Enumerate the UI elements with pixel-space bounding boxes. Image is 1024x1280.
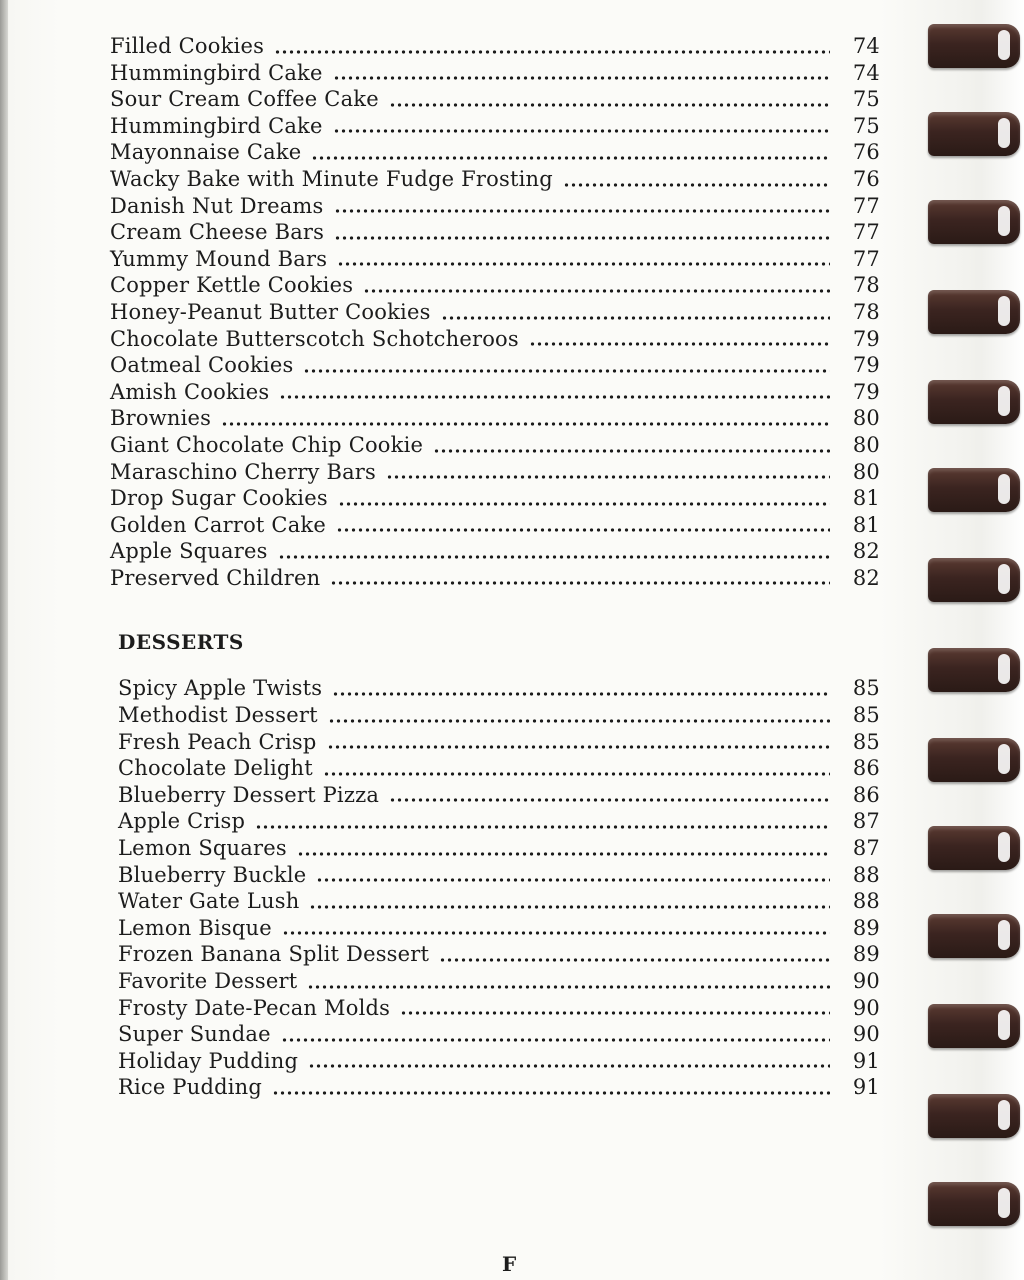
toc-entry (110, 140, 880, 167)
dot-leader (297, 851, 830, 857)
dot-leader (433, 448, 830, 454)
entry-title: Methodist Dessert (118, 703, 318, 728)
entry-page-number: 75 (852, 87, 880, 112)
entry-page-number: 77 (852, 246, 880, 271)
entry-title: Lemon Bisque (118, 915, 272, 940)
entry-title: Lemon Squares (118, 836, 287, 861)
entry-title: Spicy Apple Twists (118, 676, 323, 701)
dot-leader (255, 824, 830, 830)
desserts-entry-list (110, 676, 880, 1102)
dot-leader (272, 1090, 830, 1096)
dot-leader (281, 1037, 830, 1043)
toc-entry (110, 513, 880, 540)
entry-title: Yummy Mound Bars (110, 246, 328, 271)
dot-leader (389, 797, 830, 803)
binding-ring (928, 112, 1020, 156)
toc-entry (118, 1075, 880, 1102)
entry-title: Frosty Date-Pecan Molds (118, 995, 391, 1020)
entry-title: Filled Cookies (110, 34, 265, 58)
entry-title: Sour Cream Coffee Cake (110, 87, 379, 112)
entry-title: Favorite Dessert (118, 969, 298, 993)
dot-leader (311, 155, 830, 161)
dot-leader (363, 288, 830, 294)
toc-entry (110, 566, 880, 593)
toc-entry (110, 433, 880, 460)
entry-page-number: 82 (852, 539, 880, 564)
entry-page-number: 88 (852, 889, 880, 914)
dot-leader (279, 394, 830, 400)
dot-leader (441, 315, 830, 321)
dot-leader (221, 421, 830, 427)
entry-title: Drop Sugar Cookies (110, 486, 328, 511)
entry-title: Danish Nut Dreams (110, 193, 324, 218)
toc-entry (110, 380, 880, 407)
dot-leader (307, 984, 830, 990)
entry-page-number: 90 (852, 995, 880, 1020)
toc-entry (118, 703, 880, 730)
entry-page-number: 89 (852, 915, 880, 940)
dot-leader (337, 261, 830, 267)
entry-page-number: 90 (852, 969, 880, 993)
entry-page-number: 74 (852, 34, 880, 58)
entry-page-number: 81 (852, 486, 880, 511)
dot-leader (330, 580, 830, 586)
entry-page-number: 86 (852, 756, 880, 781)
dot-leader (323, 771, 830, 777)
toc-entry (110, 327, 880, 354)
entry-title: Hummingbird Cake (110, 60, 323, 85)
entry-page-number: 87 (852, 836, 880, 861)
toc-entry (118, 809, 880, 836)
desserts-heading: DESSERTS (118, 630, 244, 655)
entry-page-number: 88 (852, 862, 880, 887)
entry-title: Rice Pudding (118, 1075, 263, 1100)
entry-page-number: 91 (852, 1075, 880, 1100)
table-of-contents (110, 34, 880, 1102)
binding-ring (928, 1094, 1020, 1138)
dot-leader (439, 957, 830, 963)
toc-entry (118, 863, 880, 890)
dot-leader (309, 904, 830, 910)
dot-leader (303, 368, 830, 374)
entry-page-number: 75 (852, 113, 880, 138)
entry-title: Copper Kettle Cookies (110, 273, 354, 298)
dot-leader (332, 691, 830, 697)
binding-ring (928, 826, 1020, 870)
entry-page-number: 85 (852, 676, 880, 701)
dot-leader (336, 527, 830, 533)
entry-title: Amish Cookies (110, 379, 270, 404)
entry-title: Apple Squares (110, 539, 268, 564)
binding-ring (928, 200, 1020, 244)
dot-leader (328, 718, 830, 724)
page-footer-letter: F (502, 1252, 517, 1276)
dot-leader (389, 102, 830, 108)
binding-spine (982, 0, 1024, 1280)
entry-title: Giant Chocolate Chip Cookie (110, 432, 424, 457)
dot-leader (386, 474, 830, 480)
entry-page-number: 80 (852, 406, 880, 431)
entry-page-number: 80 (852, 432, 880, 457)
cookies-entry-list (110, 34, 880, 592)
entry-title: Preserved Children (110, 565, 321, 590)
toc-entry (110, 61, 880, 88)
entry-page-number: 79 (852, 353, 880, 378)
entry-title: Fresh Peach Crisp (118, 729, 317, 754)
dot-leader (334, 208, 830, 214)
toc-entry (110, 300, 880, 327)
toc-entry (118, 756, 880, 783)
dot-leader (563, 182, 830, 188)
entry-title: Cream Cheese Bars (110, 220, 325, 245)
entry-title: Chocolate Butterscotch Schotcheroos (110, 326, 519, 351)
toc-entry (110, 34, 880, 61)
toc-entry (118, 836, 880, 863)
toc-entry (118, 942, 880, 969)
toc-entry (110, 114, 880, 141)
spiral-binding (914, 0, 1024, 1280)
page-left-edge (0, 0, 8, 1280)
entry-page-number: 85 (852, 729, 880, 754)
dot-leader (274, 49, 830, 55)
entry-title: Hummingbird Cake (110, 113, 323, 138)
toc-entry (110, 353, 880, 380)
toc-entry (110, 247, 880, 274)
toc-entry (118, 676, 880, 703)
toc-entry (118, 783, 880, 810)
binding-ring (928, 468, 1020, 512)
entry-page-number: 85 (852, 703, 880, 728)
toc-entry (118, 996, 880, 1023)
entry-title: Frozen Banana Split Dessert (118, 942, 430, 967)
binding-ring (928, 648, 1020, 692)
toc-entry (110, 194, 880, 221)
entry-title: Golden Carrot Cake (110, 512, 326, 537)
binding-ring (928, 914, 1020, 958)
toc-entry (118, 730, 880, 757)
entry-page-number: 91 (852, 1048, 880, 1073)
toc-entry (110, 87, 880, 114)
toc-entry (110, 539, 880, 566)
binding-ring (928, 558, 1020, 602)
binding-ring (928, 24, 1020, 68)
entry-page-number: 76 (852, 166, 880, 191)
entry-page-number: 74 (852, 60, 880, 85)
toc-entry (118, 969, 880, 996)
entry-page-number: 76 (852, 140, 880, 165)
entry-page-number: 82 (852, 565, 880, 590)
entry-title: Super Sundae (118, 1022, 271, 1047)
toc-entry (118, 1049, 880, 1076)
entry-page-number: 79 (852, 379, 880, 404)
entry-title: Blueberry Dessert Pizza (118, 782, 380, 807)
entry-title: Mayonnaise Cake (110, 140, 302, 165)
entry-title: Water Gate Lush (118, 889, 300, 914)
toc-entry (110, 167, 880, 194)
toc-entry (110, 220, 880, 247)
entry-title: Holiday Pudding (118, 1048, 299, 1073)
dot-leader (333, 75, 830, 81)
dot-leader (334, 235, 830, 241)
entry-page-number: 87 (852, 809, 880, 834)
entry-title: Maraschino Cherry Bars (110, 459, 377, 484)
toc-entry (110, 486, 880, 513)
toc-entry (118, 916, 880, 943)
dot-leader (282, 930, 830, 936)
entry-page-number: 78 (852, 299, 880, 324)
entry-page-number: 80 (852, 459, 880, 484)
toc-entry (110, 273, 880, 300)
binding-ring (928, 738, 1020, 782)
binding-ring (928, 380, 1020, 424)
dot-leader (308, 1063, 830, 1069)
binding-ring (928, 290, 1020, 334)
dot-leader (333, 128, 830, 134)
dot-leader (400, 1010, 830, 1016)
entry-page-number: 77 (852, 193, 880, 218)
entry-title: Apple Crisp (118, 809, 246, 834)
entry-page-number: 79 (852, 326, 880, 351)
entry-title: Blueberry Buckle (118, 862, 307, 887)
dot-leader (316, 877, 830, 883)
entry-page-number: 90 (852, 1022, 880, 1047)
dot-leader (327, 744, 830, 750)
entry-page-number: 86 (852, 782, 880, 807)
entry-page-number: 89 (852, 942, 880, 967)
binding-ring (928, 1182, 1020, 1226)
entry-title: Chocolate Delight (118, 756, 313, 781)
entry-page-number: 78 (852, 273, 880, 298)
toc-entry (110, 406, 880, 433)
toc-entry (110, 460, 880, 487)
entry-title: Brownies (110, 406, 212, 431)
entry-page-number: 77 (852, 220, 880, 245)
dot-leader (278, 554, 830, 560)
binding-ring (928, 1004, 1020, 1048)
entry-title: Wacky Bake with Minute Fudge Frosting (110, 166, 553, 191)
dot-leader (529, 341, 830, 347)
entry-page-number: 81 (852, 512, 880, 537)
entry-title: Honey-Peanut Butter Cookies (110, 299, 431, 324)
entry-title: Oatmeal Cookies (110, 353, 294, 378)
dot-leader (338, 501, 830, 507)
toc-entry (118, 1022, 880, 1049)
toc-entry (118, 889, 880, 916)
